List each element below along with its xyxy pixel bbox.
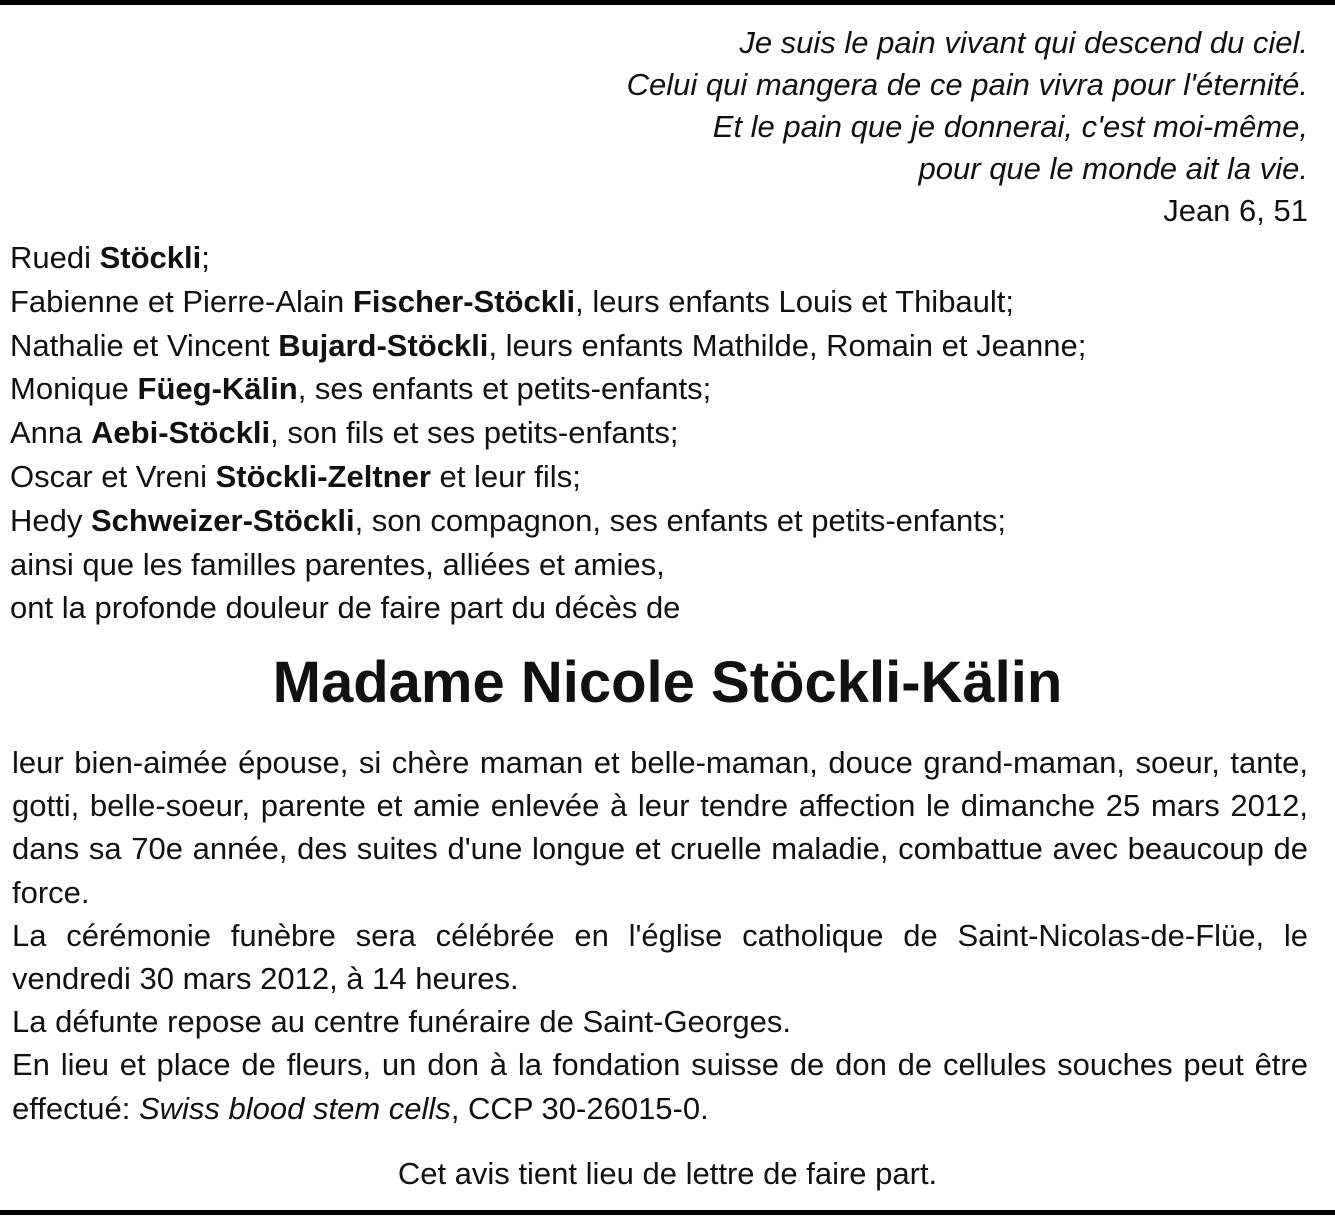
mourner-relatives: ; xyxy=(201,240,210,275)
mourner-surname: Füeg-Kälin xyxy=(137,371,298,407)
families-line: ainsi que les familles parentes, alliées et amies, xyxy=(10,546,665,582)
mourner-line xyxy=(10,455,1310,499)
mourner-relatives: , leurs enfants Mathilde, Romain et Jeanne; xyxy=(488,327,1087,363)
obituary-body xyxy=(12,741,1308,1130)
mourner-first-names: Anna xyxy=(10,415,92,451)
mourner-first-names: Oscar et Vreni xyxy=(10,458,216,494)
mourner-relatives: , leurs enfants Louis et Thibault; xyxy=(575,283,1015,319)
rest-paragraph: La défunte repose au centre funéraire de Saint-Georges. xyxy=(12,1004,791,1040)
mourner-surname: Stöckli xyxy=(99,240,202,275)
announcement-line: ont la profonde douleur de faire part du décès de xyxy=(10,590,681,626)
closing-note: Cet avis tient lieu de lettre de faire part. xyxy=(397,1156,938,1191)
verse-reference: Jean 6, 51 xyxy=(1163,193,1308,228)
mourner-line xyxy=(10,411,1310,455)
bottom-rule xyxy=(0,1210,1335,1215)
mourner-relatives: , son fils et ses petits-enfants; xyxy=(270,415,679,451)
mourner-relatives: , ses enfants et petits-enfants; xyxy=(297,371,712,407)
top-rule xyxy=(0,0,1335,5)
mourner-relatives: et leur fils; xyxy=(430,458,581,494)
mourner-first-names: Hedy xyxy=(10,502,91,538)
mourner-line xyxy=(10,367,1310,411)
verse-line: pour que le monde ait la vie. xyxy=(918,151,1308,186)
mourner-line xyxy=(10,236,1310,280)
verse-line: Celui qui mangera de ce pain vivra pour l'éternité. xyxy=(626,67,1308,102)
mourner-first-names: Fabienne et Pierre-Alain xyxy=(10,283,353,319)
mourner-surname: Fischer-Stöckli xyxy=(352,283,576,319)
mourner-line xyxy=(10,324,1310,368)
verse-line: Et le pain que je donnerai, c'est moi-même, xyxy=(712,109,1308,144)
mourner-surname: Aebi-Stöckli xyxy=(91,415,271,451)
mourners-list xyxy=(10,236,1310,630)
mourner-first-names: Nathalie et Vincent xyxy=(10,327,279,363)
mourner-surname: Stöckli-Zeltner xyxy=(215,458,431,494)
tribute-paragraph: leur bien-aimée épouse, si chère maman et belle-maman, douce grand-maman, soeur, tante, gotti, belle-soeur, parente et amie enlevée à leur tendre affection le dimanche 25 mars 2012, dans sa 70e année, des suites d'une longue et cruelle maladie, combattue avec beaucoup de force. xyxy=(12,745,1308,910)
donation-account: , CCP 30-26015-0. xyxy=(450,1090,709,1126)
donation-text: En lieu et place de fleurs, un don à la fondation suisse de don de cellules souches peut être effectué: xyxy=(12,1047,1308,1126)
bible-verse xyxy=(308,22,1308,232)
mourner-line xyxy=(10,499,1310,543)
deceased-name: Madame Nicole Stöckli-Kälin xyxy=(272,650,1063,715)
mourner-relatives: , son compagnon, ses enfants et petits-enfants; xyxy=(354,502,1006,538)
mourner-surname: Schweizer-Stöckli xyxy=(90,502,355,538)
mourner-first-names: Monique xyxy=(10,371,138,407)
donation-organization: Swiss blood stem cells xyxy=(138,1090,451,1126)
mourner-surname: Bujard-Stöckli xyxy=(278,327,489,363)
ceremony-paragraph: La cérémonie funèbre sera célébrée en l'église catholique de Saint-Nicolas-de-Flüe, le vendredi 30 mars 2012, à 14 heures. xyxy=(12,917,1308,997)
donation-paragraph xyxy=(12,1043,1308,1129)
verse-line: Je suis le pain vivant qui descend du ciel. xyxy=(739,25,1308,60)
mourner-first-names: Ruedi xyxy=(10,240,100,275)
mourner-line xyxy=(10,280,1310,324)
